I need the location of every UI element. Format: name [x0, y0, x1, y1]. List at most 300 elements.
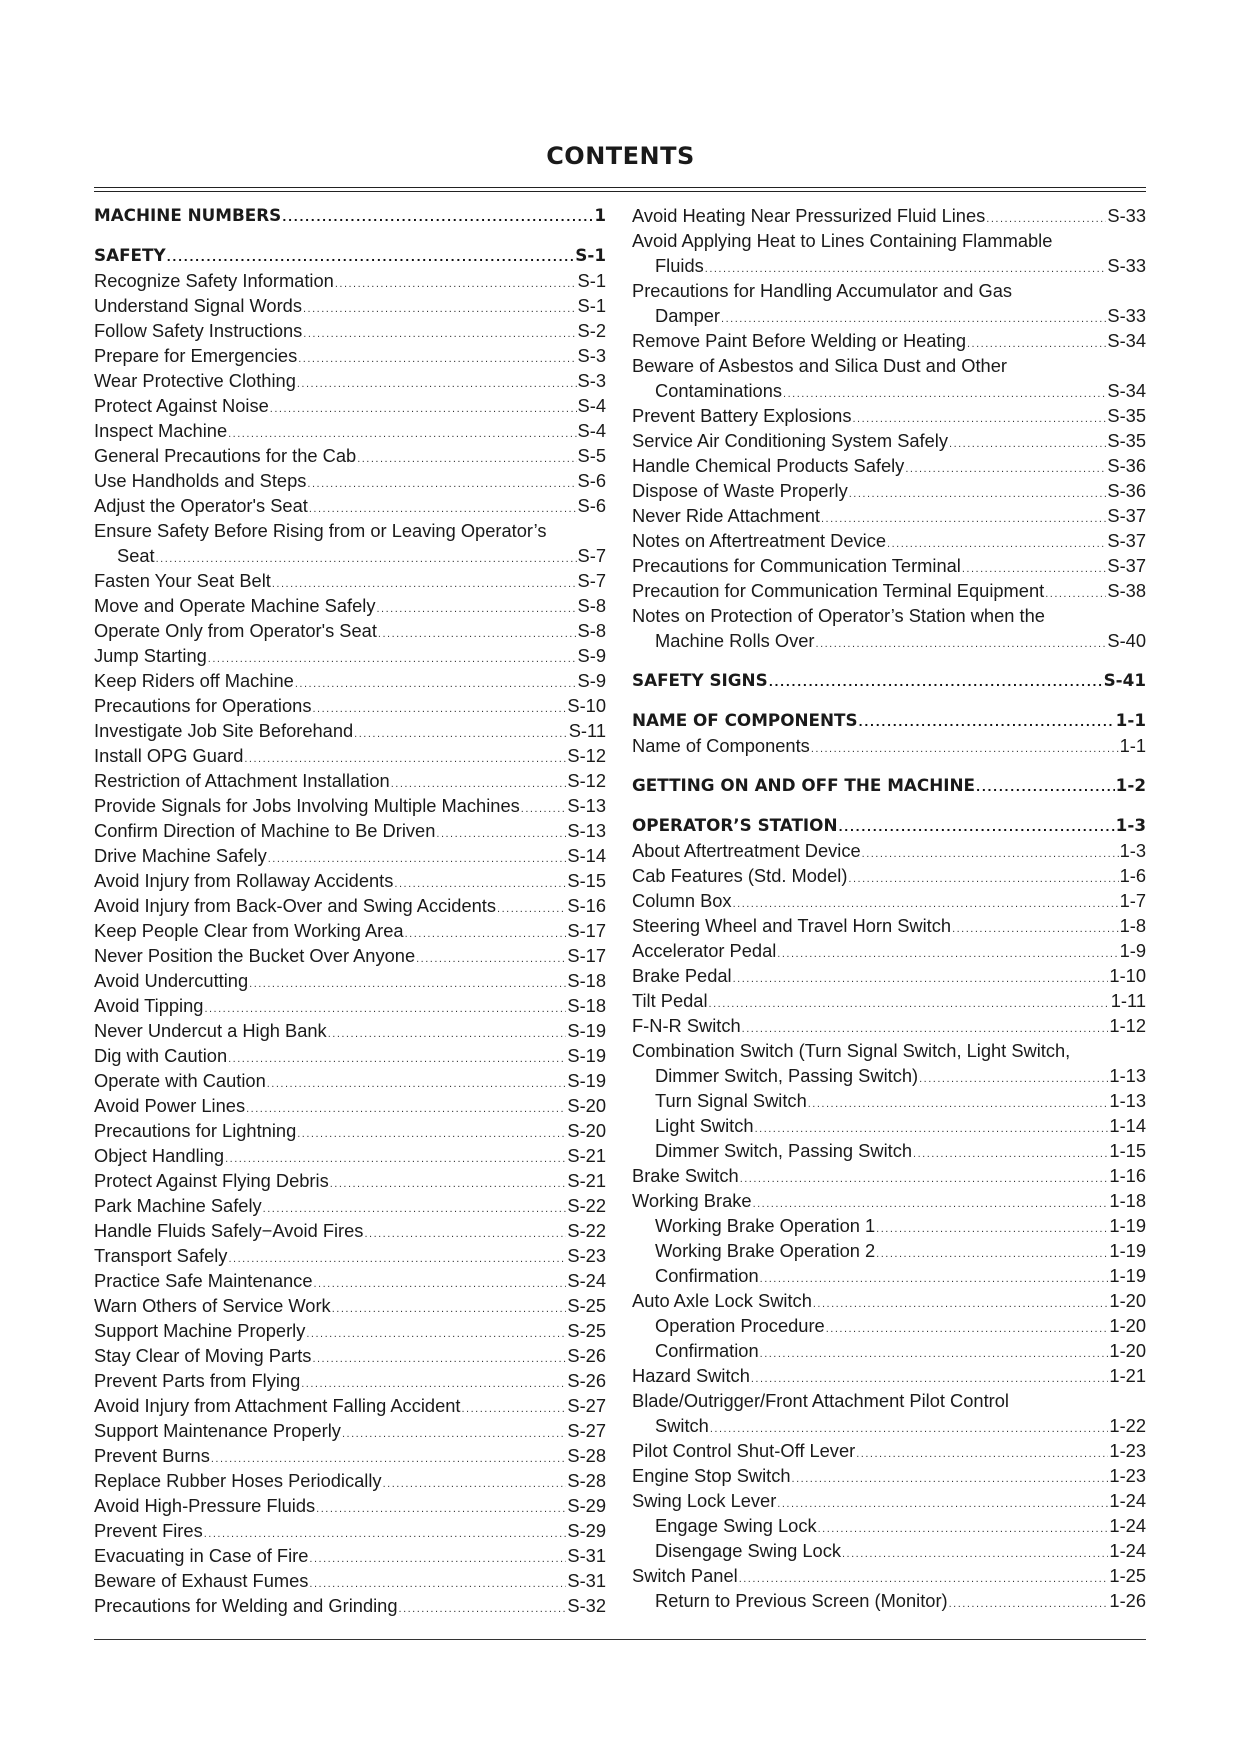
toc-entry-working-brake-operation-2[interactable]: [632, 1238, 1146, 1263]
dot-leader: [818, 1517, 1109, 1542]
toc-entry-engage-swing-lock[interactable]: [632, 1513, 1146, 1538]
toc-page-number: 1: [594, 205, 606, 225]
toc-entry-line: Blade/Outrigger/Front Attachment Pilot Control: [632, 1390, 1009, 1411]
dot-leader: [303, 297, 577, 322]
toc-entry-operate-with-caution[interactable]: [94, 1068, 606, 1093]
dot-leader: [849, 482, 1107, 507]
toc-entry-avoid-injury-from-rollaway-accidents[interactable]: [94, 868, 606, 893]
dot-leader: [297, 372, 577, 397]
toc-entry-inspect-machine[interactable]: [94, 418, 606, 443]
toc-entry-label: Evacuating in Case of Fire: [94, 1545, 309, 1566]
toc-entry-label: Dimmer Switch, Passing Switch): [655, 1065, 919, 1086]
toc-entry-install-opg-guard[interactable]: [94, 743, 606, 768]
toc-page-number: S-8: [577, 595, 606, 616]
toc-page-number: 1-2: [1115, 775, 1146, 795]
toc-entry-transport-safely[interactable]: [94, 1243, 606, 1268]
toc-entry-practice-safe-maintenance[interactable]: [94, 1268, 606, 1293]
dot-leader: [307, 472, 576, 497]
toc-page-number: S-36: [1107, 455, 1146, 476]
toc-entry-avoid-undercutting[interactable]: [94, 968, 606, 993]
toc-entry-wear-protective-clothing[interactable]: [94, 368, 606, 393]
toc-page-number: S-19: [567, 1045, 606, 1066]
toc-page-number: S-29: [567, 1495, 606, 1516]
toc-page-number: S-32: [567, 1595, 606, 1616]
toc-entry-label: Avoid Injury from Back-Over and Swing Accidents: [94, 895, 497, 916]
toc-entry-turn-signal-switch[interactable]: [632, 1088, 1146, 1113]
toc-entry-never-undercut-a-high-bank[interactable]: [94, 1018, 606, 1043]
dot-leader: [313, 1272, 566, 1297]
toc-page-number: S-29: [567, 1520, 606, 1541]
toc-entry-label: Wear Protective Clothing: [94, 370, 296, 391]
title-rule: [94, 187, 1146, 188]
toc-entry-light-switch[interactable]: [632, 1113, 1146, 1138]
toc-page-number: S-35: [1107, 430, 1146, 451]
dot-leader: [876, 1217, 1108, 1242]
toc-page-number: 1-24: [1109, 1540, 1146, 1561]
toc-entry-line: Notes on Protection of Operator’s Station when the: [632, 605, 1045, 626]
toc-entry-switch-panel[interactable]: [632, 1563, 1146, 1588]
toc-page-number: S-9: [577, 670, 606, 691]
toc-entry-brake-switch[interactable]: [632, 1163, 1146, 1188]
toc-page-number: 1-20: [1109, 1340, 1146, 1361]
toc-entry-jump-starting[interactable]: [94, 643, 606, 668]
toc-section-safety[interactable]: [94, 243, 606, 268]
toc-page-number: S-24: [567, 1270, 606, 1291]
toc-page-number: 1-25: [1109, 1565, 1146, 1586]
toc-entry-label: Provide Signals for Jobs Involving Multiple Machines: [94, 795, 520, 816]
dot-leader: [298, 347, 576, 372]
dot-leader: [436, 822, 566, 847]
toc-entry-handle-chemical-products-safely[interactable]: [632, 453, 1146, 478]
toc-page-number: S-16: [567, 895, 606, 916]
toc-entry-label: Brake Switch: [632, 1165, 739, 1186]
toc-entry-protect-against-noise[interactable]: [94, 393, 606, 418]
toc-page-number: S-25: [567, 1295, 606, 1316]
toc-page-number: 1-8: [1119, 915, 1146, 936]
dot-leader: [913, 1142, 1108, 1167]
toc-entry-label: Stay Clear of Moving Parts: [94, 1345, 312, 1366]
dot-leader: [332, 1297, 567, 1322]
dot-leader: [740, 1167, 1109, 1192]
toc-entry-label: Confirm Direction of Machine to Be Driven: [94, 820, 436, 841]
toc-right-column: [632, 203, 1146, 1613]
toc-entry-support-machine-properly[interactable]: [94, 1318, 606, 1343]
toc-entry-swing-lock-lever[interactable]: [632, 1488, 1146, 1513]
toc-page-number: S-13: [567, 795, 606, 816]
toc-page-number: 1-18: [1109, 1190, 1146, 1211]
toc-page-number: S-3: [577, 345, 606, 366]
toc-section-safety-signs[interactable]: [632, 668, 1146, 693]
toc-page-number: S-22: [567, 1220, 606, 1241]
dot-leader: [859, 710, 1115, 735]
toc-entry-label: Contaminations: [655, 380, 783, 401]
toc-entry-label: Prevent Parts from Flying: [94, 1370, 301, 1391]
toc-page-number: 1-26: [1109, 1590, 1146, 1611]
toc-entry-provide-signals-for-jobs-involving-multiple-machines[interactable]: [94, 793, 606, 818]
dot-leader: [270, 397, 577, 422]
toc-entry-investigate-job-site-beforehand[interactable]: [94, 718, 606, 743]
toc-page-number: S-20: [567, 1095, 606, 1116]
toc-entry-label: Working Brake: [632, 1190, 752, 1211]
toc-page-number: 1-16: [1109, 1165, 1146, 1186]
toc-entry-park-machine-safely[interactable]: [94, 1193, 606, 1218]
dot-leader: [842, 1542, 1108, 1567]
toc-page-number: 1-23: [1109, 1440, 1146, 1461]
toc-entry-hazard-switch[interactable]: [632, 1363, 1146, 1388]
toc-page-number: S-17: [567, 920, 606, 941]
toc-entry-label: About Aftertreatment Device: [632, 840, 861, 861]
dot-leader: [377, 597, 577, 622]
toc-page-number: S-10: [567, 695, 606, 716]
toc-entry-label: Prevent Fires: [94, 1520, 203, 1541]
dot-leader: [760, 1342, 1109, 1367]
toc-entry-replace-rubber-hoses-periodically[interactable]: [94, 1468, 606, 1493]
dot-leader: [769, 670, 1103, 695]
toc-entry-label: Confirmation: [655, 1265, 759, 1286]
dot-leader: [312, 1347, 566, 1372]
toc-entry-label: Keep People Clear from Working Area: [94, 920, 404, 941]
toc-entry-avoid-power-lines[interactable]: [94, 1093, 606, 1118]
toc-entry-prevent-burns[interactable]: [94, 1443, 606, 1468]
toc-page-number: S-13: [567, 820, 606, 841]
toc-entry-label: OPERATOR’S STATION: [632, 815, 838, 835]
toc-entry-support-maintenance-properly[interactable]: [94, 1418, 606, 1443]
toc-entry-label: Transport Safely: [94, 1245, 228, 1266]
toc-entry-label: Auto Axle Lock Switch: [632, 1290, 812, 1311]
toc-entry-recognize-safety-information[interactable]: [94, 268, 606, 293]
dot-leader: [856, 1442, 1108, 1467]
toc-entry-evacuating-in-case-of-fire[interactable]: [94, 1543, 606, 1568]
dot-leader: [399, 1597, 567, 1622]
toc-entry-dimmer-switch-passing-switch[interactable]: [632, 1063, 1146, 1088]
toc-entry-label: Machine Rolls Over: [655, 630, 815, 651]
toc-section-machine-numbers[interactable]: [94, 203, 606, 228]
toc-page-number: S-19: [567, 1020, 606, 1041]
toc-page-number: S-40: [1107, 630, 1146, 651]
toc-entry-label: Cab Features (Std. Model): [632, 865, 848, 886]
toc-entry-engine-stop-switch[interactable]: [632, 1463, 1146, 1488]
toc-entry-label: Never Ride Attachment: [632, 505, 820, 526]
toc-entry-label: Never Undercut a High Bank: [94, 1020, 327, 1041]
toc-section-operator-s-station[interactable]: [632, 813, 1146, 838]
toc-page-number: S-33: [1107, 305, 1146, 326]
toc-page-number: 1-23: [1109, 1465, 1146, 1486]
toc-entry-line: Avoid Applying Heat to Lines Containing Flammable: [632, 230, 1053, 251]
toc-entry-name-of-components[interactable]: [632, 733, 1146, 758]
dot-leader: [808, 1092, 1109, 1117]
toc-entry-label: Switch Panel: [632, 1565, 738, 1586]
dot-leader: [461, 1397, 566, 1422]
toc-entry-label: Fluids: [655, 255, 704, 276]
toc-entry-working-brake-operation-1[interactable]: [632, 1213, 1146, 1238]
toc-entry-label: Avoid Heating Near Pressurized Fluid Lines: [632, 205, 986, 226]
toc-entry-fluids[interactable]: [632, 253, 1146, 278]
toc-entry-label: Inspect Machine: [94, 420, 228, 441]
toc-entry-line: Beware of Asbestos and Silica Dust and Other: [632, 355, 1007, 376]
toc-page-number: S-9: [577, 645, 606, 666]
toc-entry-label: NAME OF COMPONENTS: [632, 710, 858, 730]
toc-entry-confirm-direction-of-machine-to-be-driven[interactable]: [94, 818, 606, 843]
toc-entry-label: Precautions for Communication Terminal: [632, 555, 961, 576]
toc-entry-label: Object Handling: [94, 1145, 225, 1166]
toc-page-number: S-21: [567, 1170, 606, 1191]
toc-entry-avoid-heating-near-pressurized-fluid-lines[interactable]: [632, 203, 1146, 228]
dot-leader: [952, 917, 1119, 942]
toc-entry-prevent-battery-explosions[interactable]: [632, 403, 1146, 428]
toc-page-number: 1-13: [1109, 1090, 1146, 1111]
toc-entry-avoid-tipping[interactable]: [94, 993, 606, 1018]
toc-entry-label: Service Air Conditioning System Safely: [632, 430, 949, 451]
toc-page-number: S-1: [577, 270, 606, 291]
toc-page-number: S-26: [567, 1370, 606, 1391]
dot-leader: [316, 1497, 566, 1522]
toc-page-number: 1-1: [1119, 735, 1146, 756]
toc-page-number: S-22: [567, 1195, 606, 1216]
dot-leader: [306, 1322, 566, 1347]
page-title: CONTENTS: [546, 142, 695, 170]
toc-page-number: 1-19: [1109, 1215, 1146, 1236]
toc-page-number: S-37: [1107, 530, 1146, 551]
dot-leader: [249, 972, 566, 997]
toc-entry-fasten-your-seat-belt[interactable]: [94, 568, 606, 593]
dot-leader: [282, 205, 593, 230]
dot-leader: [267, 1072, 567, 1097]
dot-leader: [1045, 582, 1106, 607]
toc-entry-tilt-pedal[interactable]: [632, 988, 1146, 1013]
toc-entry-return-to-previous-screen-monitor[interactable]: [632, 1588, 1146, 1613]
toc-page-number: 1-20: [1109, 1290, 1146, 1311]
toc-entry-label: Precautions for Operations: [94, 695, 312, 716]
toc-page-number: S-14: [567, 845, 606, 866]
toc-entry-label: Prevent Battery Explosions: [632, 405, 852, 426]
toc-entry-label: Protect Against Flying Debris: [94, 1170, 329, 1191]
toc-page-number: S-17: [567, 945, 606, 966]
toc-entry-label: Park Machine Safely: [94, 1195, 262, 1216]
toc-page-number: 1-3: [1115, 815, 1146, 835]
dot-leader: [405, 922, 567, 947]
toc-entry-service-air-conditioning-system-safely[interactable]: [632, 428, 1146, 453]
toc-entry-label: Return to Previous Screen (Monitor): [655, 1590, 948, 1611]
toc-entry-auto-axle-lock-switch[interactable]: [632, 1288, 1146, 1313]
toc-page-number: S-3: [577, 370, 606, 391]
toc-entry-never-ride-attachment[interactable]: [632, 503, 1146, 528]
toc-entry-avoid-high-pressure-fluids[interactable]: [94, 1493, 606, 1518]
dot-leader: [295, 672, 577, 697]
toc-page-number: S-37: [1107, 505, 1146, 526]
toc-entry-steering-wheel-and-travel-horn-switch[interactable]: [632, 913, 1146, 938]
toc-page-number: S-33: [1107, 205, 1146, 226]
toc-entry-dispose-of-waste-properly[interactable]: [632, 478, 1146, 503]
toc-entry-label: Avoid Power Lines: [94, 1095, 246, 1116]
toc-entry-confirmation[interactable]: [632, 1338, 1146, 1363]
toc-entry-label: Dimmer Switch, Passing Switch: [655, 1140, 913, 1161]
toc-entry-brake-pedal[interactable]: [632, 963, 1146, 988]
toc-entry-label: Move and Operate Machine Safely: [94, 595, 376, 616]
dot-leader: [848, 867, 1118, 892]
dot-leader: [709, 992, 1110, 1017]
toc-entry-keep-people-clear-from-working-area[interactable]: [94, 918, 606, 943]
toc-page-number: S-26: [567, 1345, 606, 1366]
toc-entry-label: Warn Others of Service Work: [94, 1295, 331, 1316]
toc-page-number: S-12: [567, 770, 606, 791]
toc-entry-operate-only-from-operator-s-seat[interactable]: [94, 618, 606, 643]
dot-leader: [839, 815, 1115, 840]
toc-entry-label: SAFETY: [94, 245, 166, 265]
toc-entry-avoid-injury-from-attachment-falling-accident[interactable]: [94, 1393, 606, 1418]
toc-entry-precaution-for-communication-terminal-equipment[interactable]: [632, 578, 1146, 603]
toc-page-number: S-15: [567, 870, 606, 891]
toc-entry-pilot-control-shut-off-lever[interactable]: [632, 1438, 1146, 1463]
toc-entry-seat[interactable]: [94, 543, 606, 568]
dot-leader: [303, 322, 576, 347]
toc-entry-prevent-fires[interactable]: [94, 1518, 606, 1543]
toc-entry-confirmation[interactable]: [632, 1263, 1146, 1288]
toc-entry-accelerator-pedal[interactable]: [632, 938, 1146, 963]
toc-entry-label: Swing Lock Lever: [632, 1490, 777, 1511]
toc-entry-label: Adjust the Operator's Seat: [94, 495, 308, 516]
toc-page-number: S-27: [567, 1420, 606, 1441]
toc-entry-column-box[interactable]: [632, 888, 1146, 913]
toc-entry-keep-riders-off-machine[interactable]: [94, 668, 606, 693]
toc-entry-label: F-N-R Switch: [632, 1015, 741, 1036]
toc-page-number: S-20: [567, 1120, 606, 1141]
toc-section-getting-on-and-off-the-machine[interactable]: [632, 773, 1146, 798]
toc-entry-label: Name of Components: [632, 735, 810, 756]
toc-entry-use-handholds-and-steps[interactable]: [94, 468, 606, 493]
toc-page-number: 1-20: [1109, 1315, 1146, 1336]
toc-page-number: 1-21: [1109, 1365, 1146, 1386]
toc-entry-f-n-r-switch[interactable]: [632, 1013, 1146, 1038]
toc-entry-label: Jump Starting: [94, 645, 207, 666]
dot-leader: [364, 1222, 566, 1247]
toc-page-number: S-11: [568, 720, 606, 741]
toc-entry-label: Turn Signal Switch: [655, 1090, 807, 1111]
toc-entry-label: Hazard Switch: [632, 1365, 750, 1386]
toc-section-name-of-components[interactable]: [632, 708, 1146, 733]
toc-entry-prevent-parts-from-flying[interactable]: [94, 1368, 606, 1393]
toc-entry-line: Combination Switch (Turn Signal Switch, Light Switch,: [632, 1040, 1071, 1061]
toc-entry-label: Disengage Swing Lock: [655, 1540, 841, 1561]
toc-entry-never-position-the-bucket-over-anyone[interactable]: [94, 943, 606, 968]
toc-entry-precautions-for-lightning[interactable]: [94, 1118, 606, 1143]
toc-entry-drive-machine-safely[interactable]: [94, 843, 606, 868]
dot-leader: [297, 1122, 566, 1147]
toc-entry-label: Switch: [655, 1415, 709, 1436]
toc-entry-label: Pilot Control Shut-Off Lever: [632, 1440, 856, 1461]
toc-entry-understand-signal-words[interactable]: [94, 293, 606, 318]
dot-leader: [497, 897, 566, 922]
toc-entry-protect-against-flying-debris[interactable]: [94, 1168, 606, 1193]
toc-entry-damper[interactable]: [632, 303, 1146, 328]
toc-page-number: S-4: [577, 420, 606, 441]
toc-entry-restriction-of-attachment-installation[interactable]: [94, 768, 606, 793]
toc-entry-stay-clear-of-moving-parts[interactable]: [94, 1343, 606, 1368]
dot-leader: [816, 632, 1107, 657]
dot-leader: [792, 1467, 1109, 1492]
toc-entry-label: Keep Riders off Machine: [94, 670, 294, 691]
toc-page-number: S-8: [577, 620, 606, 641]
toc-entry-precautions-for-communication-terminal[interactable]: [632, 553, 1146, 578]
toc-entry-remove-paint-before-welding-or-heating[interactable]: [632, 328, 1146, 353]
dot-leader: [949, 1592, 1109, 1617]
toc-entry-dimmer-switch-passing-switch[interactable]: [632, 1138, 1146, 1163]
toc-entry-cab-features-std-model[interactable]: [632, 863, 1146, 888]
dot-leader: [167, 245, 575, 270]
dot-leader: [328, 1022, 567, 1047]
toc-page-number: S-12: [567, 745, 606, 766]
toc-page-number: S-1: [575, 245, 606, 265]
toc-page-number: S-5: [577, 445, 606, 466]
toc-entry-disengage-swing-lock[interactable]: [632, 1538, 1146, 1563]
toc-entry-label: Never Position the Bucket Over Anyone: [94, 945, 416, 966]
dot-leader: [949, 432, 1106, 457]
toc-entry-label: Precautions for Welding and Grinding: [94, 1595, 398, 1616]
toc-entry-label: Tilt Pedal: [632, 990, 708, 1011]
dot-leader: [760, 1267, 1109, 1292]
toc-entry-switch[interactable]: [632, 1413, 1146, 1438]
toc-entry-follow-safety-instructions[interactable]: [94, 318, 606, 343]
toc-entry-working-brake[interactable]: [632, 1188, 1146, 1213]
dot-leader: [416, 947, 566, 972]
toc-entry-warn-others-of-service-work[interactable]: [94, 1293, 606, 1318]
toc-page-number: S-34: [1107, 380, 1146, 401]
toc-entry-prepare-for-emergencies[interactable]: [94, 343, 606, 368]
toc-entry-label: Precautions for Lightning: [94, 1120, 297, 1141]
toc-page-number: 1-22: [1109, 1415, 1146, 1436]
toc-page-number: 1-19: [1109, 1240, 1146, 1261]
toc-entry-label: MACHINE NUMBERS: [94, 205, 282, 225]
toc-entry-notes-on-aftertreatment-device[interactable]: [632, 528, 1146, 553]
dot-leader: [777, 1492, 1108, 1517]
toc-entry-precautions-for-operations[interactable]: [94, 693, 606, 718]
toc-entry-label: Avoid Injury from Rollaway Accidents: [94, 870, 394, 891]
dot-leader: [733, 967, 1109, 992]
toc-page-number: S-27: [567, 1395, 606, 1416]
toc-entry-label: Dig with Caution: [94, 1045, 228, 1066]
toc-entry-avoid-injury-from-back-over-and-swing-accidents[interactable]: [94, 893, 606, 918]
toc-entry-label: Steering Wheel and Travel Horn Switch: [632, 915, 952, 936]
toc-entry-label: Avoid Undercutting: [94, 970, 249, 991]
toc-entry-object-handling[interactable]: [94, 1143, 606, 1168]
toc-page-number: S-7: [577, 545, 606, 566]
dot-leader: [309, 1547, 566, 1572]
toc-entry-handle-fluids-safely-avoid-fires[interactable]: [94, 1218, 606, 1243]
toc-entry-dig-with-caution[interactable]: [94, 1043, 606, 1068]
toc-page-number: S-31: [567, 1570, 606, 1591]
toc-entry-label: General Precautions for the Cab: [94, 445, 357, 466]
toc-entry-machine-rolls-over[interactable]: [632, 628, 1146, 653]
toc-entry-label: Damper: [655, 305, 721, 326]
toc-entry-move-and-operate-machine-safely[interactable]: [94, 593, 606, 618]
toc-entry-label: Light Switch: [655, 1115, 754, 1136]
toc-entry-contaminations[interactable]: [632, 378, 1146, 403]
toc-page-number: S-28: [567, 1445, 606, 1466]
toc-entry-label: Understand Signal Words: [94, 295, 302, 316]
toc-page-number: S-28: [567, 1470, 606, 1491]
toc-entry-beware-of-exhaust-fumes[interactable]: [94, 1568, 606, 1593]
toc-entry-about-aftertreatment-device[interactable]: [632, 838, 1146, 863]
toc-entry-label: Handle Fluids Safely−Avoid Fires: [94, 1220, 364, 1241]
dot-leader: [357, 447, 576, 472]
toc-entry-label: Replace Rubber Hoses Periodically: [94, 1470, 382, 1491]
toc-entry-operation-procedure[interactable]: [632, 1313, 1146, 1338]
dot-leader: [378, 622, 577, 647]
toc-page-number: S-1: [577, 295, 606, 316]
toc-entry-general-precautions-for-the-cab[interactable]: [94, 443, 606, 468]
toc-entry-adjust-the-operator-s-seat[interactable]: [94, 493, 606, 518]
toc-page-number: 1-1: [1115, 710, 1146, 730]
toc-entry-precautions-for-welding-and-grinding[interactable]: [94, 1593, 606, 1618]
